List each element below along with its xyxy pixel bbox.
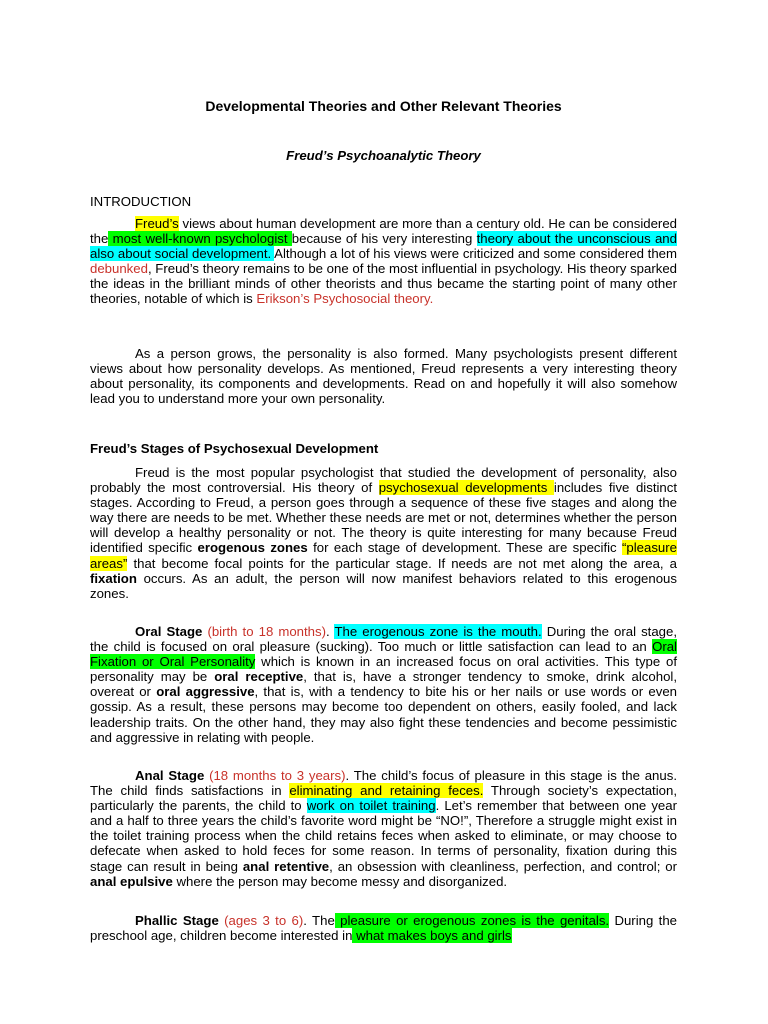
stages-heading: Freud’s Stages of Psychosexual Development — [90, 441, 379, 456]
pleasure-areas-highlight: “pleasure areas” — [90, 540, 677, 571]
feces-highlight: eliminating and retaining feces. — [289, 783, 484, 799]
document-title: Developmental Theories and Other Relevant Theories — [205, 98, 562, 114]
phallic-stage-label: Phallic Stage — [135, 913, 219, 928]
erikson-text: Erikson’s Psychosocial theory. — [256, 291, 434, 307]
fixation-term: fixation — [90, 570, 137, 586]
psychosexual-highlight: psychosexual developments — [378, 480, 554, 496]
mouth-highlight: The erogenous zone is the mouth. — [334, 624, 542, 639]
oral-fixation-highlight: Oral Fixation or Oral Personality — [90, 639, 677, 670]
toilet-training-highlight: work on toilet training — [306, 798, 436, 814]
psychologist-highlight: most well-known psychologist — [108, 231, 292, 247]
theory-highlight: theory about the unconscious and also about social development. — [90, 231, 677, 262]
boys-girls-highlight: what makes boys and girls — [352, 928, 512, 944]
debunked-text: debunked — [90, 261, 148, 277]
oral-stage-paragraph: Oral Stage (birth to 18 months). The erogenous zone is the mouth. During the oral stage, the child is focused on oral pleasure (sucking). Too much or little satisfaction can lead to an Oral Fixation or Oral Personality which is known in an increased focus on oral activities. This type of personality may be oral receptive, that is, have a stronger tendency to smoke, drink alcohol, overeat or oral aggressive, that is, with a tendency to bite his or her nails or use words or even gossip. As a result, these persons may become too dependent on others, easily fooled, and lack leadership traits. On the other hand, they may also fight these tendencies and become pessimistic and aggressive in relating with people. — [90, 624, 677, 745]
oral-stage-label: Oral Stage — [135, 624, 203, 639]
anal-stage-age: (18 months to 3 years) — [204, 768, 346, 783]
phallic-stage-age: (ages 3 to 6) — [218, 913, 304, 928]
freud-highlight: Freud’s — [135, 216, 179, 231]
genitals-highlight: pleasure or erogenous zones is the genitals. — [334, 913, 610, 928]
document-subtitle: Freud’s Psychoanalytic Theory — [286, 148, 481, 163]
anal-stage-label: Anal Stage — [135, 768, 205, 783]
intro-paragraph-1: Freud’s views about human development are more than a century old. He can be considered the most well-known psychologist because of his very interesting theory about the unconscious and also about social development. Although a lot of his views were criticized and some considered them debunked, Freud’s theory remains to be one of the most influential in psychology. His theory sparked the ideas in the brilliant minds of other theorists and thus became the starting point of many other theories, notable of which is Erikson’s Psychosocial theory. — [90, 216, 678, 307]
stages-paragraph: Freud is the most popular psychologist that studied the development of personality, also probably the most controversial. His theory of psychosexual developments includes five distinct stages. According to Freud, a person goes through a sequence of these five stages and along the way there are needs to be met. Whether these needs are met or not, determines whether the person will develop a healthy personality or not. The theory is quite interesting for many because Freud identified specific erogenous zones for each stage of development. These are specific “pleasure areas” that become focal points for the particular stage. If needs are not met along the area, a fixation occurs. As an adult, the person will now manifest behaviors related to this erogenous zones. — [90, 465, 678, 601]
phallic-stage-paragraph: Phallic Stage (ages 3 to 6). The pleasure or erogenous zones is the genitals. During the preschool age, children become interested in what makes boys and girls — [90, 913, 677, 944]
anal-stage-paragraph: Anal Stage (18 months to 3 years). The child’s focus of pleasure in this stage is the anus. The child finds satisfactions in eliminating and retaining feces. Through society’s expectation, particularly the parents, the child to work on toilet training. Let’s remember that between one year and a half to three years the child’s favorite word might be “NO!”, Therefore a struggle might exist in the toilet training process when the child retains feces when asked to eliminate, or may choose to defecate when asked to hold feces for some reason. In terms of personality, fixation during this stage can result in being anal retentive, an obsession with cleanliness, perfection, and control; or anal epulsive where the person may become messy and disorganized. — [90, 768, 678, 889]
intro-paragraph-2: As a person grows, the personality is also formed. Many psychologists present different views about how personality develops. As mentioned, Freud represents a very interesting theory about personality, its components and developments. Read on and hopefully it will also somehow lead you to understand more your own personality. — [90, 346, 677, 407]
oral-stage-age: (birth to 18 months) — [202, 624, 326, 639]
intro-heading: INTRODUCTION — [90, 194, 192, 209]
erogenous-zones-term: erogenous zones — [197, 540, 308, 556]
